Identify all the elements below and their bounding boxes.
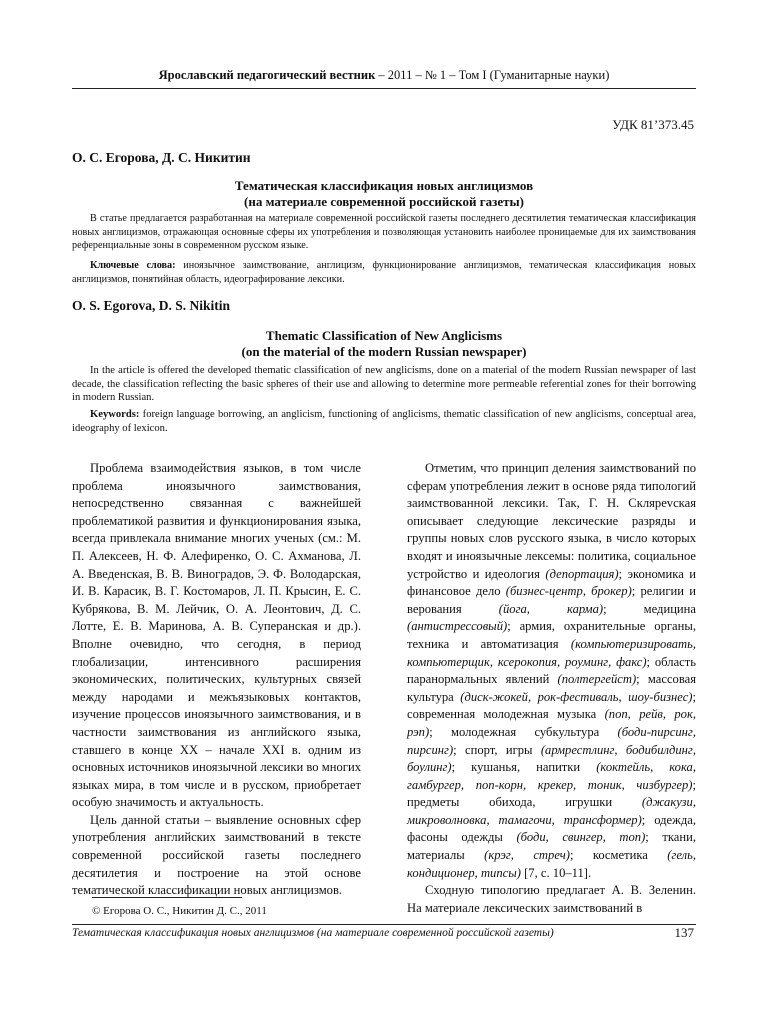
example-words: (джакузи, микроволновка, тамагочи, трансформер) xyxy=(407,795,696,827)
text-run: ; молодежная субкультура xyxy=(429,724,618,739)
keywords-english xyxy=(72,408,696,435)
page-number: 137 xyxy=(674,925,694,940)
abstract-english: In the article is offered the developed thematic classification of new anglicisms, done on a material of the modern Russian newspaper of last decade, the classification reflecting the basic spheres of their use and allowing to determine more permeable referential zones for their borrowing in modern Russian. xyxy=(72,365,696,403)
header-rule xyxy=(72,88,696,89)
example-words: (депортация) xyxy=(545,566,619,581)
body-paragraph: Цель данной статьи – выявление основных сфер употребления английских заимствований в тексте современной российской газеты последнего десятилетия и построение на этой основе тематической классификации новых англицизмов. xyxy=(72,812,361,898)
title-ru-line-2: (на материале современной российской газеты) xyxy=(244,194,524,209)
example-words: (крэг, стреч) xyxy=(484,848,570,863)
example-words: (боди-пирсинг, пирсинг) xyxy=(407,724,696,757)
example-words: (бизнес-центр, брокер) xyxy=(505,584,632,599)
body-column-left xyxy=(72,460,361,900)
journal-issue: – 2011 – № 1 – Том I (Гуманитарные науки) xyxy=(375,68,610,82)
running-footer-title: Тематическая классификация новых англицизмов (на материале современной российской газеты) xyxy=(72,927,554,939)
keywords-text-en: foreign language borrowing, an anglicism, functioning of anglicisms, thematic classification of new anglicisms, conceptual area, ideography of lexicon. xyxy=(72,409,696,434)
text-run: ; область паранормальных явлений xyxy=(407,654,696,687)
body-paragraph: Проблема взаимодействия языков, в том числе проблема иноязычного заимствования, непосредственно связанная с важнейшей проблематикой развития и функционирования языка, всегда привлекала внимание многих ученых (см.: М. П. Алексеев, Н. Ф. Алефиренко, О. С. Ахманова, Л. А. Введенская, В. В. Виноградов, Э. Ф. Володарская, И. В. Карасик, В. Г. Костомаров, Л. П. Крысин, Е. С. Кубрякова, В. М. Лейчик, О. А. Леонтович, Д. С. Лотте, Е. В. Маринова, А. В. Суперанская и др.). Вполне очевидно, что сегодня, в период глобализации, интенсивного расширения экономических, политических, культурных связей между народами и межъязыковых контактов, изучение процессов иноязычного заимствования, и в частности заимствования из английского языка, ставшего в конце XX – начале XXI в. одним из основных источников иноязычной лексики во многих языках мира, в том числе и в русском, приобретает особую значимость и актуальность. xyxy=(72,461,361,810)
body-paragraph: Сходную типологию предлагает А. В. Зеленин. На материале лексических заимствований в xyxy=(407,883,696,915)
text-run: ; одежда, фасоны одежды xyxy=(407,812,696,845)
article-title-russian xyxy=(72,178,696,210)
example-words: (йога, карма) xyxy=(498,601,604,616)
text-run: ; религии и верования xyxy=(407,584,696,616)
citation: [7, с. 10–11]. xyxy=(520,865,592,880)
text-run: ; армия, охранительные органы, техника и автоматизация xyxy=(407,619,696,651)
example-words: (армрестлинг, бодибилдинг, боулинг) xyxy=(407,742,696,775)
keywords-russian xyxy=(72,259,696,286)
example-words: (поп, рейв, рок, рэп) xyxy=(407,707,696,739)
keywords-text-ru: иноязычное заимствование, англицизм, функционирование англицизмов, тематическая классификация новых англицизмов, понятийная область, идеографирование лексики. xyxy=(72,260,696,285)
article-title-english xyxy=(72,328,696,360)
body-column-right xyxy=(407,460,696,917)
authors-russian: О. С. Егорова, Д. С. Никитин xyxy=(72,150,251,165)
example-words: (коктейль, кока, гамбургер, поп-корн, крекер, тоник, чизбургер) xyxy=(407,760,696,792)
example-words: (компьютеризировать, компьютерщик, ксерокопия, роуминг, факс) xyxy=(407,636,696,669)
example-words: (антистрессовый) xyxy=(407,619,508,634)
example-words: (гель, кондиционер, типсы) xyxy=(407,848,696,880)
text-run: ; массовая культура xyxy=(407,672,696,704)
authors-english: O. S. Egorova, D. S. Nikitin xyxy=(72,298,231,313)
text-run: ; экономика и финансовое дело xyxy=(407,566,696,599)
keywords-label-en: Keywords: xyxy=(90,409,140,420)
example-words: (полтергейст) xyxy=(557,672,637,687)
text-run: ; ткани, материалы xyxy=(407,830,696,863)
text-run: ; медицина xyxy=(603,601,696,616)
copyright-footnote: © Егорова О. С., Никитин Д. С., 2011 xyxy=(92,905,267,917)
journal-name: Ярославский педагогический вестник xyxy=(158,68,376,82)
footnote-rule xyxy=(92,897,242,898)
udk-code: УДК 81’373.45 xyxy=(612,117,694,132)
text-run: ; спорт, игры xyxy=(453,742,541,757)
text-run: ; косметика xyxy=(569,848,668,863)
title-ru-line-1: Тематическая классификация новых англицизмов xyxy=(234,178,534,193)
example-words: (боди, свингер, топ) xyxy=(516,830,646,845)
text-run: ; кушанья, напитки xyxy=(451,760,597,775)
example-words: (диск-жокей, рок-фестиваль, шоу-бизнес) xyxy=(460,689,693,704)
title-en-line-1: Thematic Classification of New Anglicisms xyxy=(265,328,503,343)
footer-rule xyxy=(72,924,696,925)
text-run: ; предметы обихода, игрушки xyxy=(407,777,696,810)
keywords-label-ru: Ключевые слова: xyxy=(90,260,176,271)
text-run: Отметим, что принцип деления заимствований по сферам употребления лежит в основе ряда типологий заимствованной лексики. Так, Г. Н. Склярevская описывает следующие лексические разряды и группы новых слов русского языка, в число которых входят и иноязычные лексемы: политика, социальное устройство и идеология xyxy=(407,461,696,581)
text-run: ; современная молодежная музыка xyxy=(407,689,696,722)
title-en-line-2: (on the material of the modern Russian newspaper) xyxy=(241,344,527,359)
body-paragraph xyxy=(407,460,696,882)
running-header xyxy=(0,68,768,83)
abstract-russian: В статье предлагается разработанная на материале современной российской газеты последнего десятилетия тематическая классификация новых англицизмов, отражающая основные сферы их употребления и позволяющая установить наиболее проницаемые для их заимствования референциальные зоны в современном русском языке. xyxy=(72,213,696,251)
